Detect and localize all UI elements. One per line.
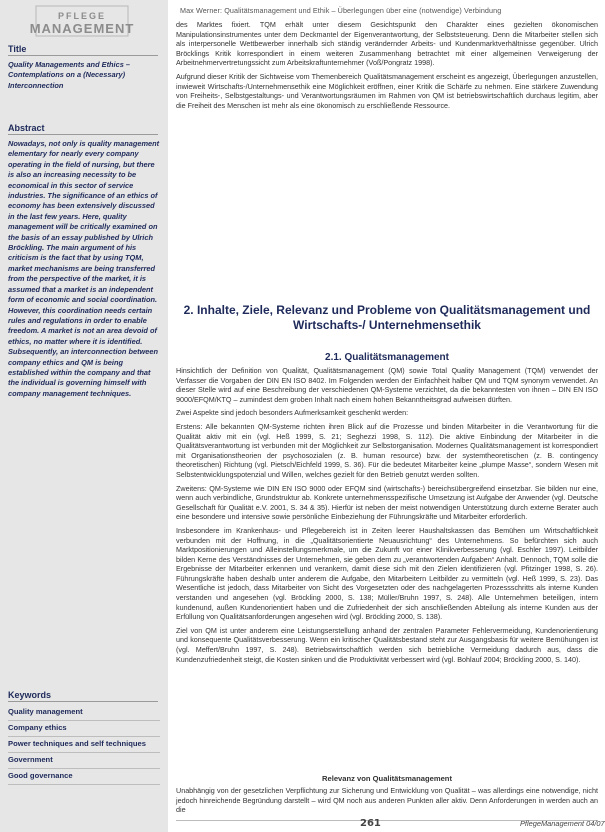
body-paragraph: Zwei Aspekte sind jedoch besonders Aufmerksamkeit geschenkt werden: xyxy=(176,408,409,418)
main-text-block xyxy=(176,366,598,664)
keywords-list xyxy=(8,705,160,785)
english-title: Quality Managements and Ethics – Contemplations on a (Necessary) Interconnection xyxy=(8,60,130,90)
body-paragraph: Erstens: Alle bekannten QM-Systeme richten ihren Blick auf die Prozesse und binden Mitarbeiter in die Verantwortung für die Qualität aktiv mit ein (vgl. Heß 1999, S. 21; Seghezzi 1998, S. 112). Die aktive Einbindung der Mitarbeiter in die Qualitätsverantwortung ist verbunden mit der Möglichkeit zur Selbstorganisation. Modernes Qualitätsmanagement ist korrespondiert mit Organisationstheorien der psychosozialen (z. B. human resource) bzw. der systemtheoretischen (z. B. contingency theoretischen) Richtung (vgl. Pietsch/Eichfeld 1999, S. 36). Für die bedeutet Mitarbeiter keine „plumpe Masse“, sondern Wesen mit Selbstentwicklungspotenzial und Willen, welches gezielt für den Betrieb genutzt werden sollten. xyxy=(176,421,598,479)
journal-logo xyxy=(22,4,142,40)
keyword-item: Quality management xyxy=(8,705,160,721)
keyword-item: Government xyxy=(8,753,160,769)
page-number: 261 xyxy=(360,818,381,829)
body-paragraph: Aufgrund dieser Kritik der Sichtweise vom Themenbereich Qualitätsmanagement erscheint es angezeigt, Überlegungen anzustellen, inwieweit Wirtschafts-/Unternehmensethik eine Möglichkeit eröffnen, einer Kritik die Schärfe zu nehmen. Eine stärkere Zuwendung von Freiheits-, Selbstgestaltungs- und Verantwortungsräumen im Rahmen von QM ist betriebswirtschaftlich durchaus legitim, aber die Freiheit des Menschen ist mehr als eine ökonomisch zu erschließende Ressource. xyxy=(176,71,598,110)
body-paragraph: des Marktes fixiert. TQM erhält unter diesem Gesichtspunkt den Charakter eines gezielten ökonomischen Manipulationsinstrumentes unter dem Deckmantel der Eigenverantwortung, der Selbststeuerung. Denn die Mitarbeiter stellen sich als interpersonelle Wettbewerber innerhalb sich ständig verändernder Arbeits- und Kundenmarktverhältnisse gegenüber. Ulrich Bröcklings Kritik korrespondiert in einem weiteren Zusammenhang betrachtet mit einer allgemeinen Verweigerung der Arbeitnehmervertretungssicht zum Arbeitskraftunternehmer (Voß/Pongratz 1998). xyxy=(176,20,598,68)
logo-line-1: PFLEGE xyxy=(57,11,106,21)
body-paragraph: Insbesondere im Krankenhaus- und Pflegebereich ist in Zeiten leerer Haushaltskassen das Bemühen um Wirtschaftlichkeit verbunden mit der Hoffnung, in die „Qualitätsorientierte Neuausrichtung“ des Unternehmens. So befürchten sich auch Marktpositionierungen und Alleinstellungsmerkmale, um die Zukunft vor einer Klinikverbesserung (vgl. Eschler 1997). Leitbilder bilden Kerne des Verständnisses der Unternehmen, sie geben dem zu „verantwortenden Aufgaben“ Anhalt. Dennoch, TQM solle die Ergebnisse der Mitarbeiter erkennen und verankern, damit diese sich mit den Zielen identifizieren (vgl. Pfitzinger 1998, S. 26). Führungskräfte haben deshalb unter anderem die Aufgabe, den Mitarbeitern Leitbilder zu vermitteln (vgl. Heß 1999, S. 23). Das Wesentliche ist jedoch, dass Mitarbeiter von Sicht des Vorgesetzten oder des nachgelagerten Prozessschritts als interne Kunden verstanden und angesehen (vgl. Bröckling 2000, S. 138; Müller/Bruhn 1997, S. 248). Alle Unternehmen beteiligen, intern kundenund, außen Kundenorientiert haben und die Zufriedenheit der sich anschließenden Abteilung als interne Kunden aus der Erfüllung von Qualitätsanforderungen angesehen wird (vgl. Bröckling 2000, S. 138). xyxy=(176,525,598,622)
abstract-heading: Abstract xyxy=(8,123,158,135)
section-heading: 2. Inhalte, Ziele, Relevanz und Probleme von Qualitätsmanagement und Wirtschafts-/ Unternehmensethik xyxy=(183,303,591,332)
keywords-heading: Keywords xyxy=(8,690,158,702)
journal-issue: PflegeManagement 04/07 xyxy=(520,819,605,828)
keyword-item: Power techniques and self techniques xyxy=(8,737,160,753)
body-paragraph: Unabhängig von der gesetzlichen Verpflichtung zur Sicherung und Entwicklung von Qualität – was allerdings eine notwendige, nicht jedoch hinreichende Begründung darstellt – wird QM noch aus anderen Punkten aller aktiv. Denn Anforderungen in werden auch an die xyxy=(176,786,598,815)
body-paragraph: Zweitens: QM-Systeme wie DIN EN ISO 9000 oder EFQM sind (wirtschafts-) bereichsübergreifend einsetzbar. Sie bilden nur eine, wenn auch verbindliche, Grundstruktur ab. Konkrete unternehmensspezifische Umsetzung ist Aufgabe der Anwender (vgl. Deutsche Gesellschaft für Qualität e.V. 2001, S. 34 & 35). Hierfür ist neben der meist notwendigen Unterstützung durch externe Berater auch eine besondere und intensive sowie persönliche Einbeziehung der Führungskräfte und Mitarbeiter erforderlich. xyxy=(176,483,598,522)
logo-line-2: MANAGEMENT xyxy=(29,21,135,36)
body-paragraph: Hinsichtlich der Definition von Qualität, Qualitätsmanagement (QM) sowie Total Quality Management (TQM) verwendet der Verfasser die Vorgaben der DIN EN ISO 8402. Im Folgenden werden der Einfachheit halber QM und TQM synonym verwendet. An dieser Stelle wird auf eine Beschreibung der verschiedenen QM-Systeme verzichtet, da die bekanntesten von ihnen – DIN EN ISO 9000/EFQM/KTQ – zumindest dem groben Inhalt nach einem hohen Bekanntheitsgrad aufweisen dürften. xyxy=(176,366,598,404)
subheading-relevanz: Relevanz von Qualitätsmanagement xyxy=(322,774,452,783)
keyword-item: Good governance xyxy=(8,769,160,785)
sidebar xyxy=(0,0,168,832)
body-paragraph: Ziel von QM ist unter anderem eine Leistungserstellung anhand der zentralen Parameter Fehlervermeidung, Kundenorientierung und konsequente Qualitätsverbesserung. Wenn ein kritischer Qualitätsbestand steht zur Ausgangsbasis für weitere Bemühungen ist (vgl. Meffert/Bruhn 1997, S. 248). Betriebswirtschaftlich werden sich betriebliche Vermeidung dadurch aus, dass die Kundenzufriedenheit steigt, die Kosten sinken und die Produktivität verbessert wird (vgl. Bohlauf 2004; Bröckling 2000, S. 140). xyxy=(176,625,598,664)
keyword-item: Company ethics xyxy=(8,721,160,737)
running-header: Max Werner: Qualitätsmanagement und Ethik – Überlegungen über eine (notwendige) Verbindung xyxy=(180,6,502,15)
subsection-heading: 2.1. Qualitätsmanagement xyxy=(325,352,449,363)
closing-text-block xyxy=(176,786,598,815)
intro-block xyxy=(176,20,598,110)
abstract-text: Nowadays, not only is quality management elementary for nearly every company operating in the field of nursing, but there is also an increasing necessity to be economical in this sector of service industries. The significance of an ethics of economy has been extensively discussed in the last few years. Here, quality management will be critically examined on the basis of an essay published by Ulrich Bröckling. The main argument of his criticism is the fact that by using TQM, market mechanisms are being transferred from the perspective of the market, it is assumed that a market is an independent form of economic and social coordination. However, this coordination needs certain rules and regulations in order to enable freedom. A market is not an area devoid of ethics, no matter where it is identified. Subsequently, an interconnection between company ethics and QM is being established within the company and that the individual is governing himself with company management techniques. xyxy=(8,139,160,398)
title-heading: Title xyxy=(8,44,158,56)
